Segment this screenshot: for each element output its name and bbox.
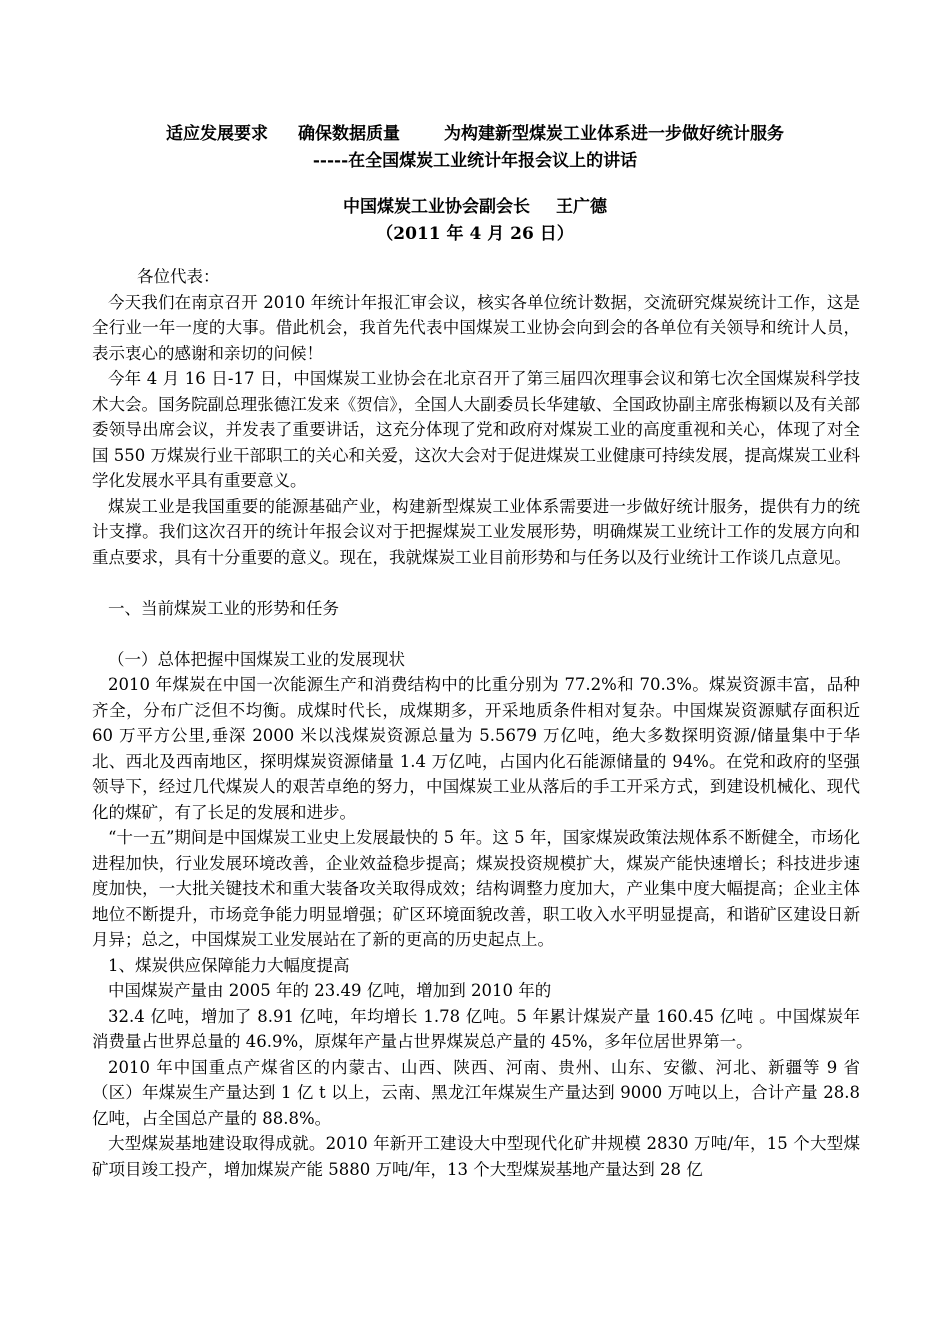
title-part-1: 适应发展要求: [166, 124, 268, 144]
paragraph-6b: 32.4 亿吨，增加了 8.91 亿吨，年均增长 1.78 亿吨。5 年累计煤炭产量 160.45 亿吨 。中国煤炭年消费量占世界总量的 46.9%，原煤年产量占世界煤炭总产量的 45%，多年位居世界第一。: [92, 1006, 860, 1051]
author-block: [0, 194, 950, 248]
author-line: [0, 194, 950, 221]
paragraph-5: “十一五”期间是中国煤炭工业史上发展最快的 5 年。这 5 年，国家煤炭政策法规体系不断健全，市场化进程加快，行业发展环境改善，企业效益稳步提高；煤炭投资规模扩大，煤炭产能快速增长；科技进步速度加快，一大批关键技术和重大装备攻关取得成效；结构调整力度加大，产业集中度大幅提高；企业主体地位不断提升，市场竞争能力明显增强；矿区环境面貌改善，职工收入水平明显提高，和谐矿区建设日新月异；总之，中国煤炭工业发展站在了新的更高的历史起点上。: [92, 828, 860, 949]
paragraph-8: 大型煤炭基地建设取得成就。2010 年新开工建设大中型现代化矿井规模 2830 万吨/年，15 个大型煤矿项目竣工投产，增加煤炭产能 5880 万吨/年，13 个大型煤炭基地产量达到 28 亿: [92, 1134, 860, 1179]
main-title: [0, 121, 950, 148]
section-heading-1: 一、当前煤炭工业的形势和任务: [108, 598, 339, 618]
title-part-3: 为构建新型煤炭工业体系进一步做好统计服务: [444, 124, 784, 144]
subtitle: -----在全国煤炭工业统计年报会议上的讲话: [312, 151, 638, 171]
author-position: 中国煤炭工业协会副会长: [343, 197, 530, 217]
author-name: 王广德: [556, 197, 607, 217]
greeting: 各位代表：: [137, 267, 220, 286]
speech-title: [0, 121, 950, 175]
speech-body: [92, 264, 860, 1182]
paragraph-2: 今年 4 月 16 日-17 日，中国煤炭工业协会在北京召开了第三届四次理事会议和第七次全国煤炭科学技术大会。国务院副总理张德江发来《贺信》，全国人大副委员长华建敏、全国政协副主席张梅颖以及有关部委领导出席会议，并发表了重要讲话，这充分体现了党和政府对煤炭工业的高度重视和关心，体现了对全国 550 万煤炭行业干部职工的关心和关爱，这次大会对于促进煤炭工业健康可持续发展，提高煤炭工业科学化发展水平具有重要意义。: [92, 369, 860, 490]
subsection-heading-1: （一）总体把握中国煤炭工业的发展现状: [108, 649, 405, 669]
item-heading-1: 1、煤炭供应保障能力大幅度提高: [108, 955, 350, 975]
title-part-2: 确保数据质量: [298, 124, 400, 144]
paragraph-6a: 中国煤炭产量由 2005 年的 23.49 亿吨，增加到 2010 年的: [108, 981, 552, 1000]
paragraph-3: 煤炭工业是我国重要的能源基础产业，构建新型煤炭工业体系需要进一步做好统计服务，提供有力的统计支撑。我们这次召开的统计年报会议对于把握煤炭工业发展形势，明确煤炭工业统计工作的发展方向和重点要求，具有十分重要的意义。现在，我就煤炭工业目前形势和与任务以及行业统计工作谈几点意见。: [92, 496, 860, 567]
paragraph-1: 今天我们在南京召开 2010 年统计年报汇审会议，核实各单位统计数据，交流研究煤炭统计工作，这是全行业一年一度的大事。借此机会，我首先代表中国煤炭工业协会向到会的各单位有关领导和统计人员，表示衷心的感谢和亲切的问候！: [92, 292, 860, 363]
paragraph-7: 2010 年中国重点产煤省区的内蒙古、山西、陕西、河南、贵州、山东、安徽、河北、新疆等 9 省（区）年煤炭生产量达到 1 亿 t 以上，云南、黑龙江年煤炭生产量达到 9000 万吨以上，合计产量 28.8 亿吨，占全国总产量的 88.8%。: [92, 1057, 860, 1128]
paragraph-4: 2010 年煤炭在中国一次能源生产和消费结构中的比重分别为 77.2%和 70.3%。煤炭资源丰富，品种齐全，分布广泛但不均衡。成煤时代长，成煤期多，开采地质条件相对复杂。中国煤炭资源赋存面积近 60 万平方公里,垂深 2000 米以浅煤炭资源总量为 5.5679 万亿吨，绝大多数探明资源/储量集中于华北、西北及西南地区，探明煤炭资源储量 1.4 万亿吨，占国内化石能源储量的 94%。在党和政府的坚强领导下，经过几代煤炭人的艰苦卓绝的努力，中国煤炭工业从落后的手工开采方式，到建设机械化、现代化的煤矿，有了长足的发展和进步。: [92, 675, 860, 822]
speech-date: （2011 年 4 月 26 日）: [376, 224, 574, 244]
